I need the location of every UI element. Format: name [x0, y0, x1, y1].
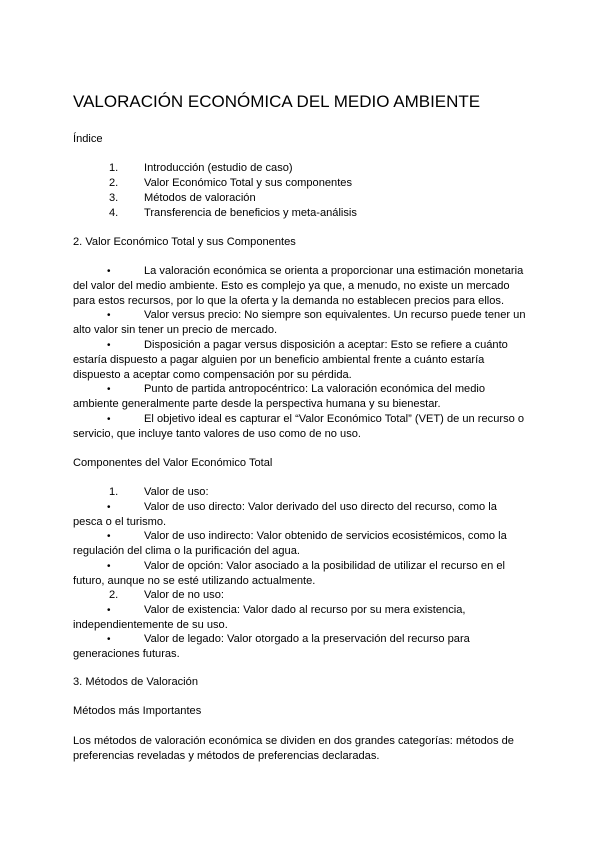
index-item-text: Introducción (estudio de caso) — [144, 162, 293, 174]
paragraph-line: del valor del medio ambiente. Esto es complejo ya que, a menudo, no existe un mercado — [73, 280, 510, 292]
list-number: 1. — [109, 486, 119, 498]
paragraph-line: La valoración económica se orienta a proporcionar una estimación monetaria — [144, 265, 524, 277]
paragraph-line: Valor de opción: Valor asociado a la posibilidad de utilizar el recurso en el — [144, 560, 505, 572]
paragraph-line: Valor de existencia: Valor dado al recurso por su mera existencia, — [144, 604, 466, 616]
bullet-icon: • — [107, 414, 111, 425]
index-item-number: 3. — [109, 192, 119, 204]
index-item-text: Valor Económico Total y sus componentes — [144, 177, 353, 189]
paragraph-line: Valor de uso directo: Valor derivado del uso directo del recurso, como la — [144, 501, 497, 513]
index-item-number: 2. — [109, 177, 119, 189]
bullet-icon: • — [107, 634, 111, 645]
paragraph-line: estaría dispuesto a pagar alguien por un beneficio ambiental frente a cuánto estaría — [73, 354, 485, 366]
bullet-icon: • — [107, 531, 111, 542]
paragraph-line: pesca o el turismo. — [73, 516, 167, 528]
paragraph-line: independientemente de su uso. — [73, 619, 228, 631]
list-number: 2. — [109, 589, 119, 601]
bullet-icon: • — [107, 502, 111, 513]
section3-heading: 3. Métodos de Valoración — [73, 676, 198, 688]
bullet-icon: • — [107, 384, 111, 395]
paragraph-line: alto valor sin tener un precio de mercado. — [73, 324, 278, 336]
components-heading: Componentes del Valor Económico Total — [73, 457, 273, 469]
bullet-icon: • — [107, 605, 111, 616]
paragraph-line: ambiente generalmente parte desde la perspectiva humana y su bienestar. — [73, 398, 441, 410]
section3-subheading: Métodos más Importantes — [73, 705, 202, 717]
index-item-text: Transferencia de beneficios y meta-análisis — [144, 207, 357, 219]
bullet-icon: • — [107, 266, 111, 277]
index-heading: Índice — [73, 133, 103, 145]
bullet-icon: • — [107, 561, 111, 572]
index-item-number: 1. — [109, 162, 119, 174]
paragraph-line: para estos recursos, por lo que la oferta y la demanda no establecen precios para ellos. — [73, 295, 505, 307]
paragraph-line: Valor de uso indirecto: Valor obtenido de servicios ecosistémicos, como la — [144, 530, 507, 542]
paragraph-line: preferencias reveladas y métodos de preferencias declaradas. — [73, 750, 380, 762]
paragraph-line: Disposición a pagar versus disposición a aceptar: Esto se refiere a cuánto — [144, 339, 508, 351]
list-label: Valor de uso: — [144, 486, 209, 498]
paragraph-line: Los métodos de valoración económica se dividen en dos grandes categorías: métodos de — [73, 735, 514, 747]
paragraph-line: futuro, aunque no se esté utilizando actualmente. — [73, 575, 316, 587]
bullet-icon: • — [107, 340, 111, 351]
paragraph-line: Valor versus precio: No siempre son equivalentes. Un recurso puede tener un — [144, 309, 526, 321]
paragraph-line: Punto de partida antropocéntrico: La valoración económica del medio — [144, 383, 486, 395]
paragraph-line: dispuesto a aceptar como compensación por su pérdida. — [73, 369, 352, 381]
paragraph-line: El objetivo ideal es capturar el “Valor Económico Total” (VET) de un recurso o — [144, 413, 525, 425]
index-item-text: Métodos de valoración — [144, 192, 256, 204]
document-title: VALORACIÓN ECONÓMICA DEL MEDIO AMBIENTE — [73, 92, 481, 111]
paragraph-line: Valor de legado: Valor otorgado a la preservación del recurso para — [144, 633, 470, 645]
section2-heading: 2. Valor Económico Total y sus Componentes — [73, 236, 296, 248]
paragraph-line: servicio, que incluye tanto valores de uso como de no uso. — [73, 428, 361, 440]
paragraph-line: generaciones futuras. — [73, 648, 180, 660]
bullet-icon: • — [107, 310, 111, 321]
list-label: Valor de no uso: — [144, 589, 224, 601]
index-item-number: 4. — [109, 207, 119, 219]
paragraph-line: regulación del clima o la purificación del agua. — [73, 545, 300, 557]
